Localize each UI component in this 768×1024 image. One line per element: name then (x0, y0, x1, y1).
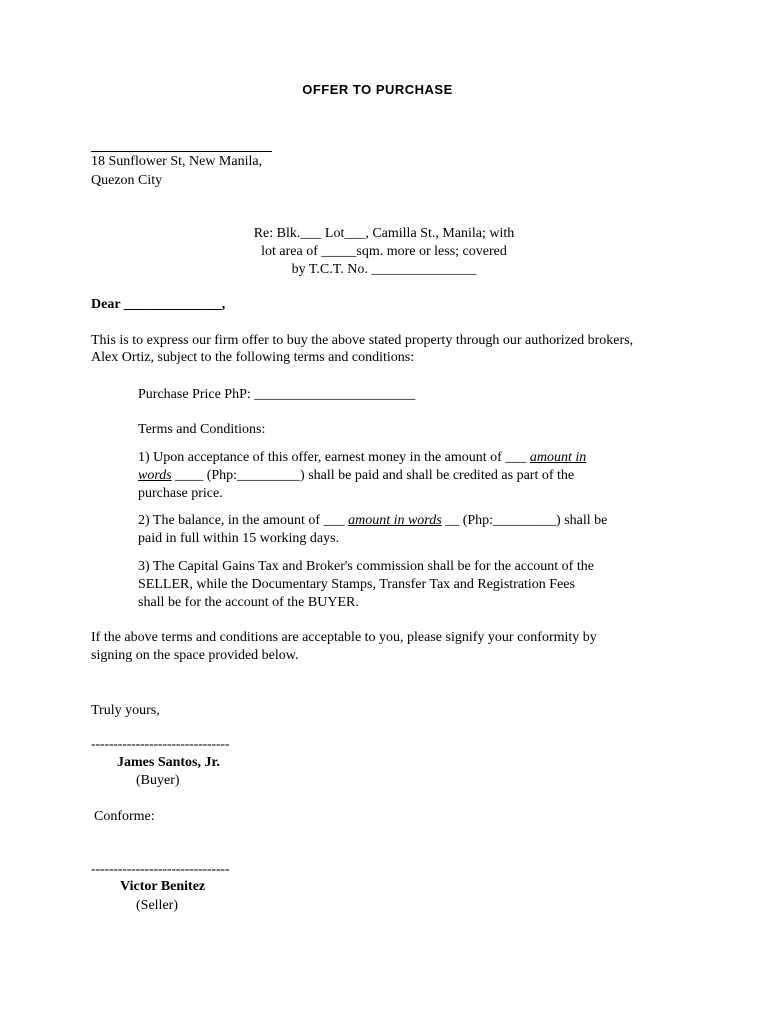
term-1-line-3: purchase price. (138, 486, 223, 501)
buyer-role: (Buyer) (136, 773, 180, 788)
address-line-1: 18 Sunflower St, New Manila, (91, 154, 263, 169)
buyer-signature-line: ------------------------------- (91, 737, 230, 752)
seller-name: Victor Benitez (120, 879, 206, 894)
re-line-1: Re: Blk.___ Lot___, Camilla St., Manila; with (253, 226, 515, 241)
re-line-2: lot area of _____sqm. more or less; covered (261, 244, 507, 259)
term-3-line-1: 3) The Capital Gains Tax and Broker's commission shall be for the account of the (138, 559, 594, 574)
seller-signature-line: ------------------------------- (91, 862, 230, 877)
addressee-blank-line (91, 151, 272, 152)
term-1-line-1 (138, 449, 586, 467)
term-1-line-2 (138, 467, 574, 485)
term-2-amount-in-words: amount in words (348, 513, 442, 528)
term-1-text-after: ____ (Php:_________) shall be paid and shall be credited as part of the (171, 468, 575, 483)
term-2-text-after: __ (Php:_________) shall be (441, 513, 608, 528)
truly-yours: Truly yours, (91, 703, 160, 718)
term-3-line-2: SELLER, while the Documentary Stamps, Transfer Tax and Registration Fees (138, 577, 575, 592)
salutation: Dear ______________, (91, 297, 226, 312)
term-3-line-3: shall be for the account of the BUYER. (138, 595, 359, 610)
seller-role: (Seller) (136, 898, 178, 913)
term-1-text: 1) Upon acceptance of this offer, earnest money in the amount of (138, 450, 506, 465)
re-line-3: by T.C.T. No. _______________ (291, 262, 477, 277)
term-2-line-1 (138, 512, 607, 530)
intro-line-2: Alex Ortiz, subject to the following terms and conditions: (91, 350, 415, 365)
term-2-lead-blank: ___ (323, 513, 349, 528)
closing-line-2: signing on the space provided below. (91, 648, 299, 663)
purchase-price: Purchase Price PhP: _______________________ (138, 387, 416, 402)
term-1-amount-in-words-2: words (138, 468, 172, 483)
page-title: OFFER TO PURCHASE (302, 82, 453, 97)
intro-line-1: This is to express our firm offer to buy the above stated property through our authorized brokers, (91, 333, 634, 348)
closing-line-1: If the above terms and conditions are acceptable to you, please signify your conformity by (91, 630, 597, 645)
address-line-2: Quezon City (91, 173, 163, 188)
term-2-line-2: paid in full within 15 working days. (138, 531, 340, 546)
terms-heading: Terms and Conditions: (138, 422, 266, 437)
term-2-text: 2) The balance, in the amount of (138, 513, 324, 528)
term-1-lead-blank: ___ (505, 450, 530, 465)
term-1-amount-in-words-1: amount in (529, 450, 587, 465)
buyer-name: James Santos, Jr. (117, 755, 220, 770)
conforme-label: Conforme: (94, 809, 155, 824)
